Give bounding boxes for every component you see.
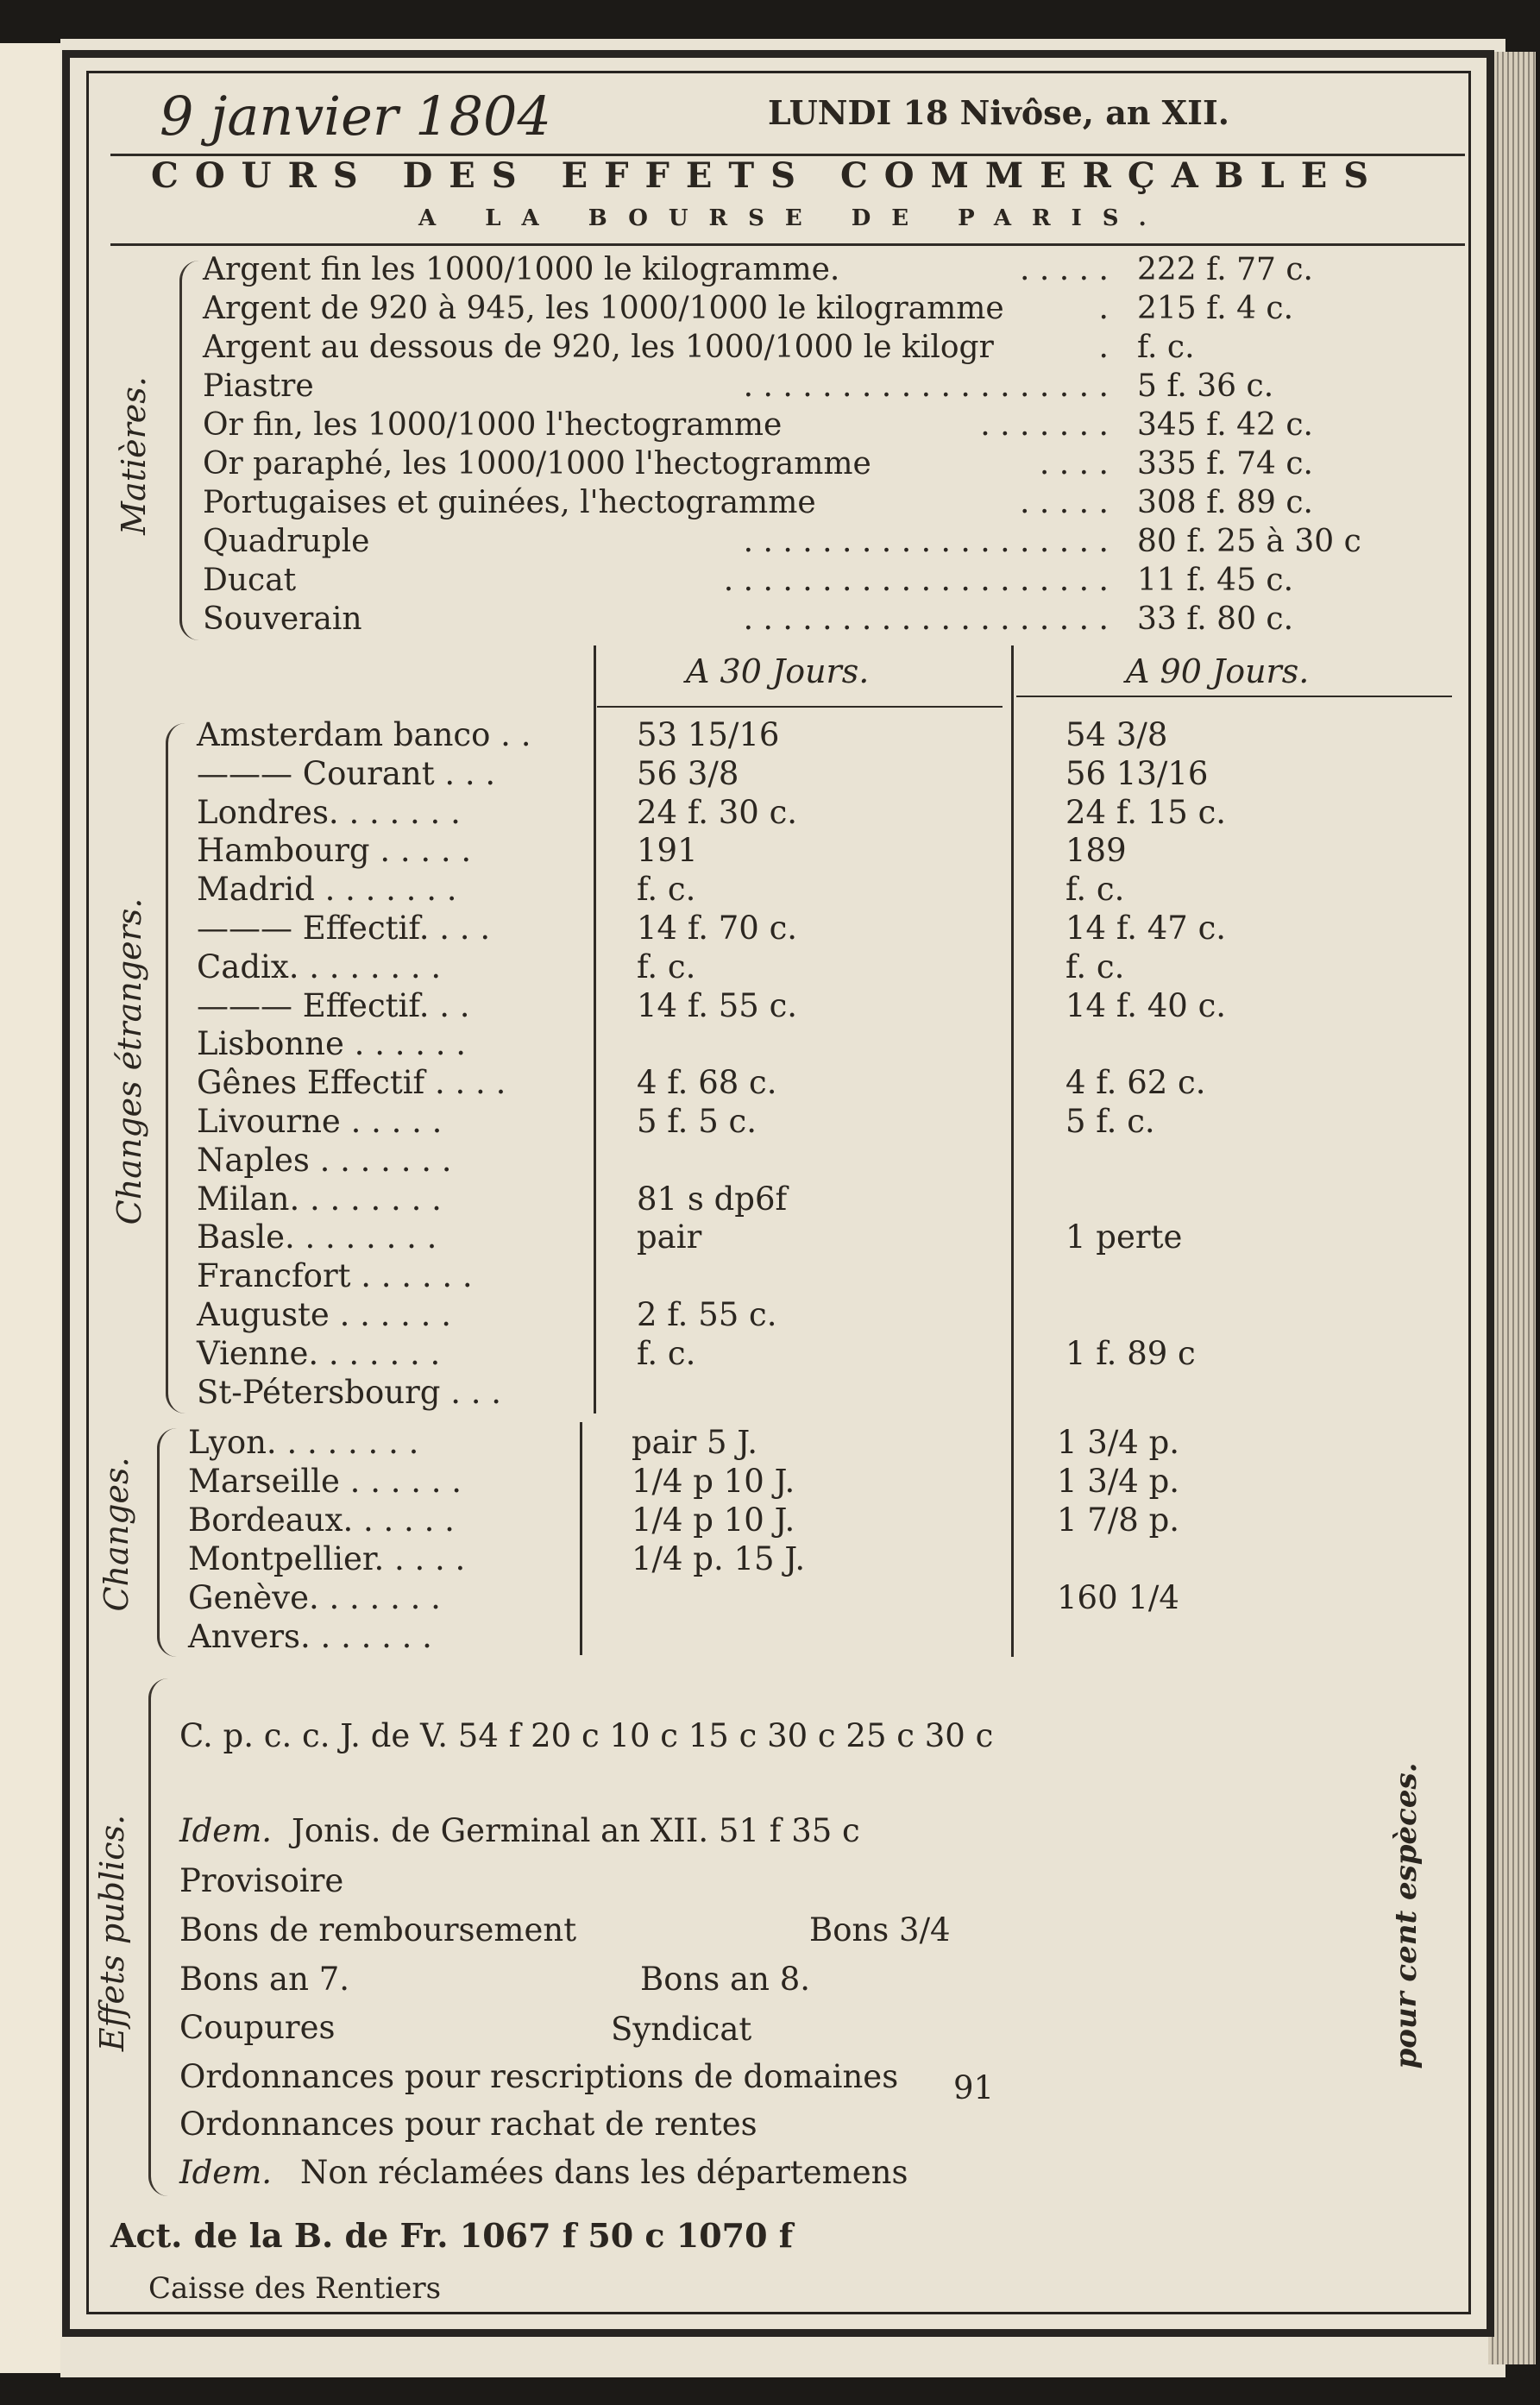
bons-3-4: Bons 3/4 <box>809 1911 951 1949</box>
subtitle-rule <box>110 243 1465 246</box>
changes-brace <box>157 1428 177 1657</box>
exchange-value-30-jours: 14 f. 55 c. <box>637 986 798 1024</box>
section-label-changes: Changes. <box>97 1457 135 1612</box>
exchange-value-30-jours: 191 <box>637 832 698 870</box>
book-page-edges <box>1488 52 1536 2364</box>
domestic-value-30-jours: 1/4 p 10 J. <box>632 1463 795 1500</box>
matiere-label: Quadruple <box>203 524 370 559</box>
changes-etrangers-brace <box>166 723 185 1413</box>
exchange-place-label: Gênes Effectif . . . . <box>197 1064 506 1102</box>
domestic-exchange-label: Lyon. . . . . . . . <box>188 1424 419 1461</box>
exchange-place-label: Basle. . . . . . . . <box>197 1218 437 1256</box>
provisoire: Provisoire <box>179 1862 344 1899</box>
idem1-line: Jonis. de Germinal an XII. 51 f 35 c <box>292 1812 860 1849</box>
ordonnances-rachat: Ordonnances pour rachat de rentes <box>179 2106 757 2143</box>
domestic-value-90-jours: 1 7/8 p. <box>1057 1502 1180 1539</box>
domestic-exchange-label: Genève. . . . . . . <box>188 1579 441 1616</box>
matiere-label: Or paraphé, les 1000/1000 l'hectogramme <box>203 446 871 482</box>
exchange-value-30-jours: 24 f. 30 c. <box>637 793 798 831</box>
matiere-label: Ducat <box>203 563 297 598</box>
exchange-value-30-jours: pair <box>637 1218 702 1256</box>
exchange-place-label: Livourne . . . . . <box>197 1103 443 1140</box>
ordonnances-rescriptions-value: 91 <box>953 2069 995 2106</box>
bons-an-8: Bons an 8. <box>640 1961 810 1998</box>
footer-caisse: Caisse des Rentiers <box>148 2271 442 2306</box>
matiere-value: 345 f. 42 c. <box>1137 407 1313 443</box>
exchange-value-30-jours: f. c. <box>637 871 696 909</box>
column-rule-left <box>594 645 596 1413</box>
exchange-value-30-jours: 56 3/8 <box>637 754 739 792</box>
exchange-place-label: St-Pétersbourg . . . <box>197 1373 502 1411</box>
column-rule-left-lower <box>580 1422 582 1655</box>
section-label-effets-publics: Effets publics. <box>93 1814 131 2052</box>
domestic-exchange-label: Marseille . . . . . . <box>188 1463 462 1500</box>
exchange-place-label: ——— Courant . . . <box>197 754 496 792</box>
col90-underline <box>1016 696 1452 697</box>
exchange-place-label: ——— Effectif. . . <box>197 986 470 1024</box>
exchange-place-label: Londres. . . . . . . <box>197 793 461 831</box>
matiere-value: 80 f. 25 à 30 c <box>1137 524 1361 559</box>
domestic-exchange-label: Montpellier. . . . . <box>188 1540 466 1577</box>
matiere-value: 308 f. 89 c. <box>1137 485 1313 520</box>
matieres-brace <box>179 261 199 640</box>
ordonnances-rescriptions: Ordonnances pour rescriptions de domaines <box>179 2058 899 2095</box>
matiere-leader-dots: . . . . . . . . . . . . . . . . . . . . <box>723 563 1109 598</box>
matiere-value: f. c. <box>1137 330 1195 365</box>
printed-date: LUNDI 18 Nivôse, an XII. <box>768 93 1229 132</box>
matiere-leader-dots: . <box>1098 330 1109 365</box>
exchange-value-30-jours: 2 f. 55 c. <box>637 1296 777 1333</box>
domestic-value-30-jours: pair 5 J. <box>632 1424 758 1461</box>
matiere-leader-dots: . <box>1098 291 1109 326</box>
exchange-place-label: ——— Effectif. . . . <box>197 910 491 947</box>
exchange-place-label: Lisbonne . . . . . . <box>197 1025 467 1063</box>
exchange-value-30-jours: 14 f. 70 c. <box>637 910 798 947</box>
matiere-label: Or fin, les 1000/1000 l'hectogramme <box>203 407 783 443</box>
side-note-pour-cent-especes: pour cent espèces. <box>1389 1762 1424 2069</box>
handwritten-date: 9 janvier 1804 <box>160 85 551 148</box>
matiere-leader-dots: . . . . . . . . . . . . . . . . . . . <box>743 601 1109 637</box>
exchange-place-label: Vienne. . . . . . . <box>197 1334 441 1372</box>
column-header-90-jours: A 90 Jours. <box>1126 652 1310 690</box>
exchange-value-90-jours: 1 f. 89 c <box>1065 1334 1196 1372</box>
domestic-value-30-jours: 1/4 p. 15 J. <box>632 1540 806 1577</box>
exchange-place-label: Cadix. . . . . . . . <box>197 948 442 985</box>
coupures: Coupures <box>179 2009 336 2046</box>
domestic-value-30-jours: 1/4 p 10 J. <box>632 1502 795 1539</box>
exchange-value-30-jours: 81 s dp6f <box>637 1180 788 1218</box>
matiere-value: 215 f. 4 c. <box>1137 291 1294 326</box>
matiere-label: Argent fin les 1000/1000 le kilogramme. <box>203 252 840 287</box>
matiere-leader-dots: . . . . . . . . . . . . . . . . . . . <box>743 368 1109 404</box>
domestic-exchange-label: Anvers. . . . . . . <box>188 1618 432 1655</box>
exchange-place-label: Madrid . . . . . . . <box>197 871 457 909</box>
matiere-leader-dots: . . . . . <box>1020 252 1109 287</box>
exchange-place-label: Naples . . . . . . . <box>197 1141 452 1179</box>
domestic-value-90-jours: 160 1/4 <box>1057 1579 1179 1616</box>
idem2-line: Non réclamées dans les départemens <box>300 2154 908 2191</box>
exchange-place-label: Francfort . . . . . . <box>197 1257 473 1295</box>
exchange-value-90-jours: 189 <box>1065 832 1127 870</box>
effets-publics-brace <box>148 1678 168 2196</box>
matiere-leader-dots: . . . . . . . . . . . . . . . . . . . <box>743 524 1109 559</box>
idem1-prefix: Idem. <box>179 1812 273 1849</box>
matiere-value: 222 f. 77 c. <box>1137 252 1313 287</box>
exchange-value-90-jours: f. c. <box>1065 948 1125 985</box>
exchange-value-90-jours: 14 f. 40 c. <box>1065 986 1227 1024</box>
idem2-prefix: Idem. <box>179 2154 273 2191</box>
exchange-place-label: Milan. . . . . . . . <box>197 1180 442 1218</box>
page-subtitle: A LA BOURSE DE PARIS. <box>418 205 1167 231</box>
exchange-value-90-jours: f. c. <box>1065 871 1125 909</box>
exchange-value-90-jours: 4 f. 62 c. <box>1065 1064 1206 1102</box>
column-header-30-jours: A 30 Jours. <box>686 652 870 690</box>
matiere-value: 11 f. 45 c. <box>1137 563 1294 598</box>
exchange-value-30-jours: 4 f. 68 c. <box>637 1064 777 1102</box>
cpc-line: C. p. c. c. J. de V. 54 f 20 c 10 c 15 c 30 c 25 c 30 c <box>179 1717 994 1754</box>
matiere-leader-dots: . . . . . . . <box>980 407 1109 443</box>
exchange-place-label: Amsterdam banco . . <box>197 716 531 753</box>
exchange-place-label: Hambourg . . . . . <box>197 832 472 870</box>
exchange-place-label: Auguste . . . . . . <box>197 1296 451 1333</box>
matiere-label: Argent au dessous de 920, les 1000/1000 le kilogr <box>203 330 994 365</box>
syndicat: Syndicat <box>611 2011 752 2048</box>
matiere-leader-dots: . . . . <box>1039 446 1109 482</box>
exchange-value-90-jours: 56 13/16 <box>1065 754 1209 792</box>
matiere-label: Portugaises et guinées, l'hectogramme <box>203 485 816 520</box>
section-label-matieres: Matières. <box>115 376 153 535</box>
exchange-value-90-jours: 24 f. 15 c. <box>1065 793 1227 831</box>
domestic-exchange-label: Bordeaux. . . . . . <box>188 1502 455 1539</box>
exchange-value-90-jours: 14 f. 47 c. <box>1065 910 1227 947</box>
exchange-value-30-jours: f. c. <box>637 948 696 985</box>
domestic-value-90-jours: 1 3/4 p. <box>1057 1463 1180 1500</box>
exchange-value-30-jours: f. c. <box>637 1334 696 1372</box>
bons-an-7: Bons an 7. <box>179 1961 349 1998</box>
page-title: COURS DES EFFETS COMMERÇABLES <box>151 155 1386 196</box>
exchange-value-90-jours: 54 3/8 <box>1065 716 1168 753</box>
exchange-value-30-jours: 5 f. 5 c. <box>637 1103 757 1140</box>
left-page-edge <box>0 43 69 2373</box>
matiere-label: Souverain <box>203 601 362 637</box>
matiere-label: Piastre <box>203 368 314 404</box>
column-rule-right <box>1011 645 1014 1657</box>
exchange-value-90-jours: 5 f. c. <box>1065 1103 1155 1140</box>
matiere-value: 33 f. 80 c. <box>1137 601 1294 637</box>
matiere-value: 5 f. 36 c. <box>1137 368 1274 404</box>
bons-remboursement: Bons de remboursement <box>179 1911 577 1949</box>
matiere-leader-dots: . . . . . <box>1020 485 1109 520</box>
exchange-value-30-jours: 53 15/16 <box>637 716 780 753</box>
col30-underline <box>597 706 1003 708</box>
domestic-value-90-jours: 1 3/4 p. <box>1057 1424 1180 1461</box>
exchange-value-90-jours: 1 perte <box>1065 1218 1183 1256</box>
footer-actions: Act. de la B. de Fr. 1067 f 50 c 1070 f <box>110 2216 794 2255</box>
section-label-changes-etrangers: Changes étrangers. <box>110 897 148 1225</box>
matiere-value: 335 f. 74 c. <box>1137 446 1313 482</box>
matiere-label: Argent de 920 à 945, les 1000/1000 le kilogramme <box>203 291 1004 326</box>
